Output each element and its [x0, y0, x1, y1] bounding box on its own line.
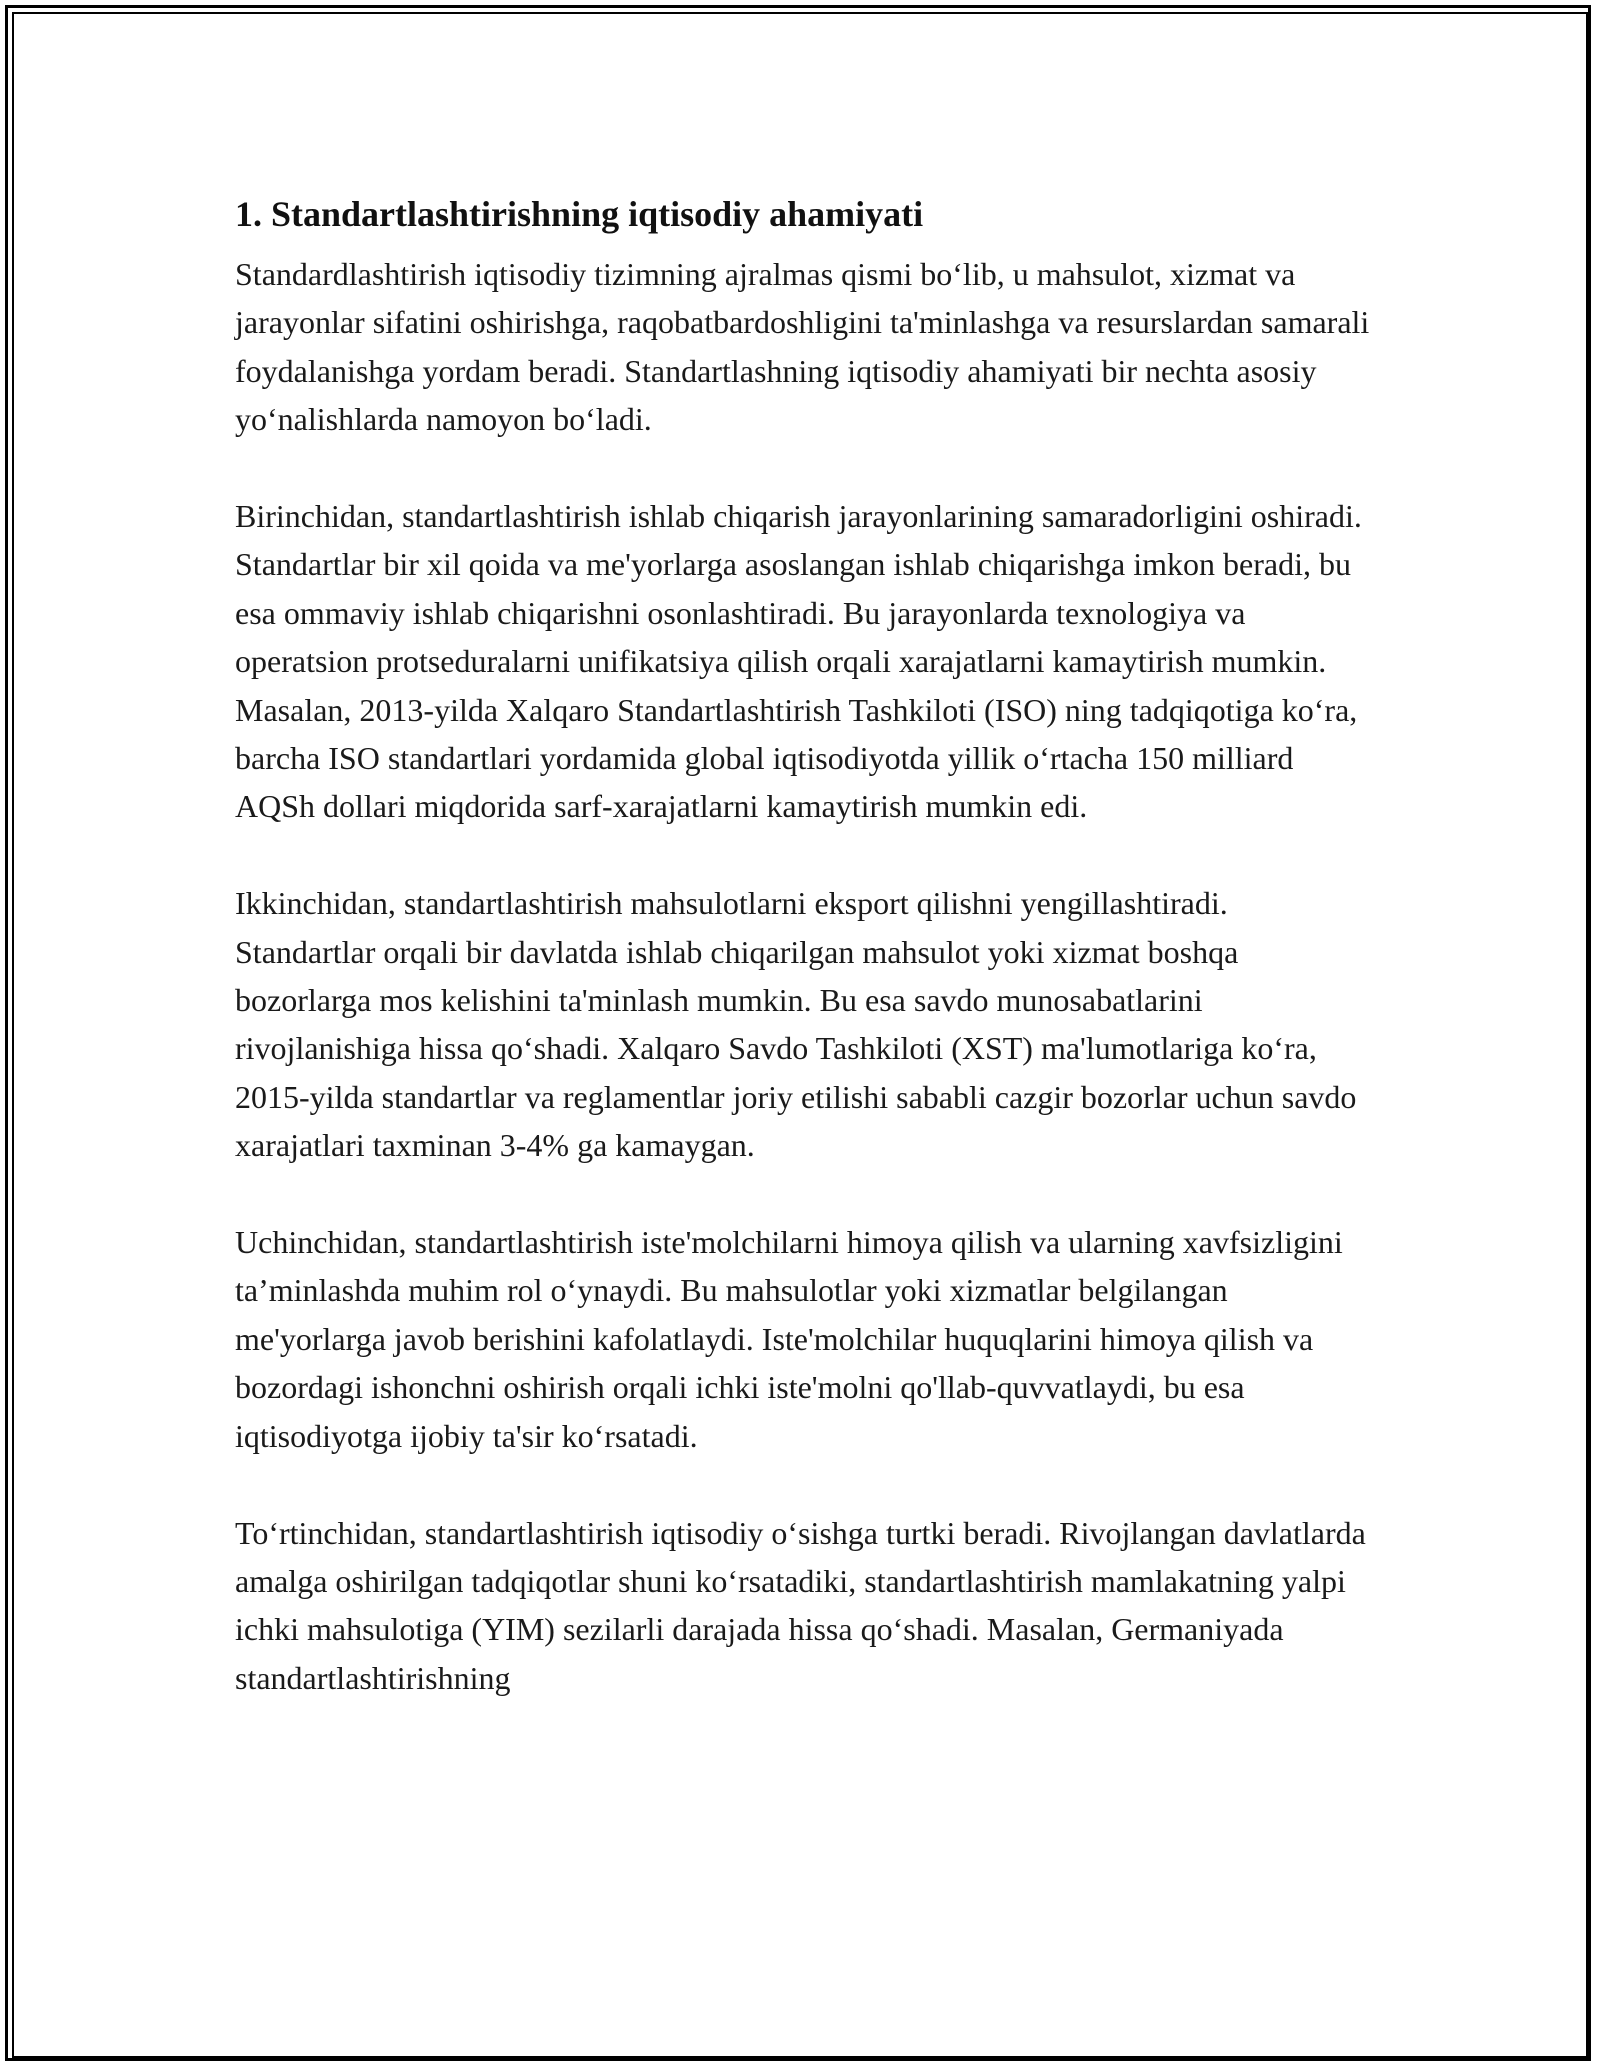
document-body — [235, 182, 1375, 1702]
paragraph-first-point: Birinchidan, standartlashtirish ishlab chiqarish jarayonlarining samaradorligini oshiradi. Standartlar bir xil qoida va me'yorlarga asoslangan ishlab chiqarishga imkon beradi, bu esa ommaviy ishlab chiqarishni osonlashtiradi. Bu jarayonlarda texnologiya va operatsion protseduralarni unifikatsiya qilish orqali xarajatlarni kamaytirish mumkin. Masalan, 2013-yilda Xalqaro Standartlashtirish Tashkiloti (ISO) ning tadqiqotiga ko‘ra, barcha ISO standartlari yordamida global iqtisodiyotda yillik o‘rtacha 150 milliard AQSh dollari miqdorida sarf-xarajatlarni kamaytirish mumkin edi. — [235, 498, 1362, 825]
section-heading: 1. Standartlashtirishning iqtisodiy ahamiyati — [235, 194, 924, 234]
paragraph-intro: Standardlashtirish iqtisodiy tizimning ajralmas qismi bo‘lib, u mahsulot, xizmat va jarayonlar sifatini oshirishga, raqobatbardoshligini ta'minlashga va resurslardan samarali foydalanishga yordam beradi. Standartlashning iqtisodiy ahamiyati bir nechta asosiy yo‘nalishlarda namoyon bo‘ladi. — [235, 256, 1370, 438]
paragraph-second-point: Ikkinchidan, standartlashtirish mahsulotlarni eksport qilishni yengillashtiradi. Standartlar orqali bir davlatda ishlab chiqarilgan mahsulot yoki xizmat boshqa bozorlarga mos kelishini ta'minlash mumkin. Bu esa savdo munosabatlarini rivojlanishiga hissa qo‘shadi. Xalqaro Savdo Tashkiloti (XST) ma'lumotlariga ko‘ra, 2015-yilda standartlar va reglamentlar joriy etilishi sababli cazgir bozorlar uchun savdo xarajatlari taxminan 3-4% ga kamaygan. — [235, 885, 1357, 1164]
paragraph-third-point: Uchinchidan, standartlashtirish iste'molchilarni himoya qilish va ularning xavfsizligini ta’minlashda muhim rol o‘ynaydi. Bu mahsulotlar yoki xizmatlar belgilangan me'yorlarga javob berishini kafolatlaydi. Iste'molchilar huquqlarini himoya qilish va bozordagi ishonchni oshirish orqali ichki iste'molni qo'llab-quvvatlaydi, bu esa iqtisodiyotga ijobiy ta'sir ko‘rsatadi. — [235, 1224, 1343, 1454]
paragraph-fourth-point: To‘rtinchidan, standartlashtirish iqtisodiy o‘sishga turtki beradi. Rivojlangan davlatlarda amalga oshirilgan tadqiqotlar shuni ko‘rsatadiki, standartlashtirish mamlakatning yalpi ichki mahsulotiga (YIM) sezilarli darajada hissa qo‘shadi. Masalan, Germaniyada standartlashtirishning — [235, 1514, 1366, 1696]
